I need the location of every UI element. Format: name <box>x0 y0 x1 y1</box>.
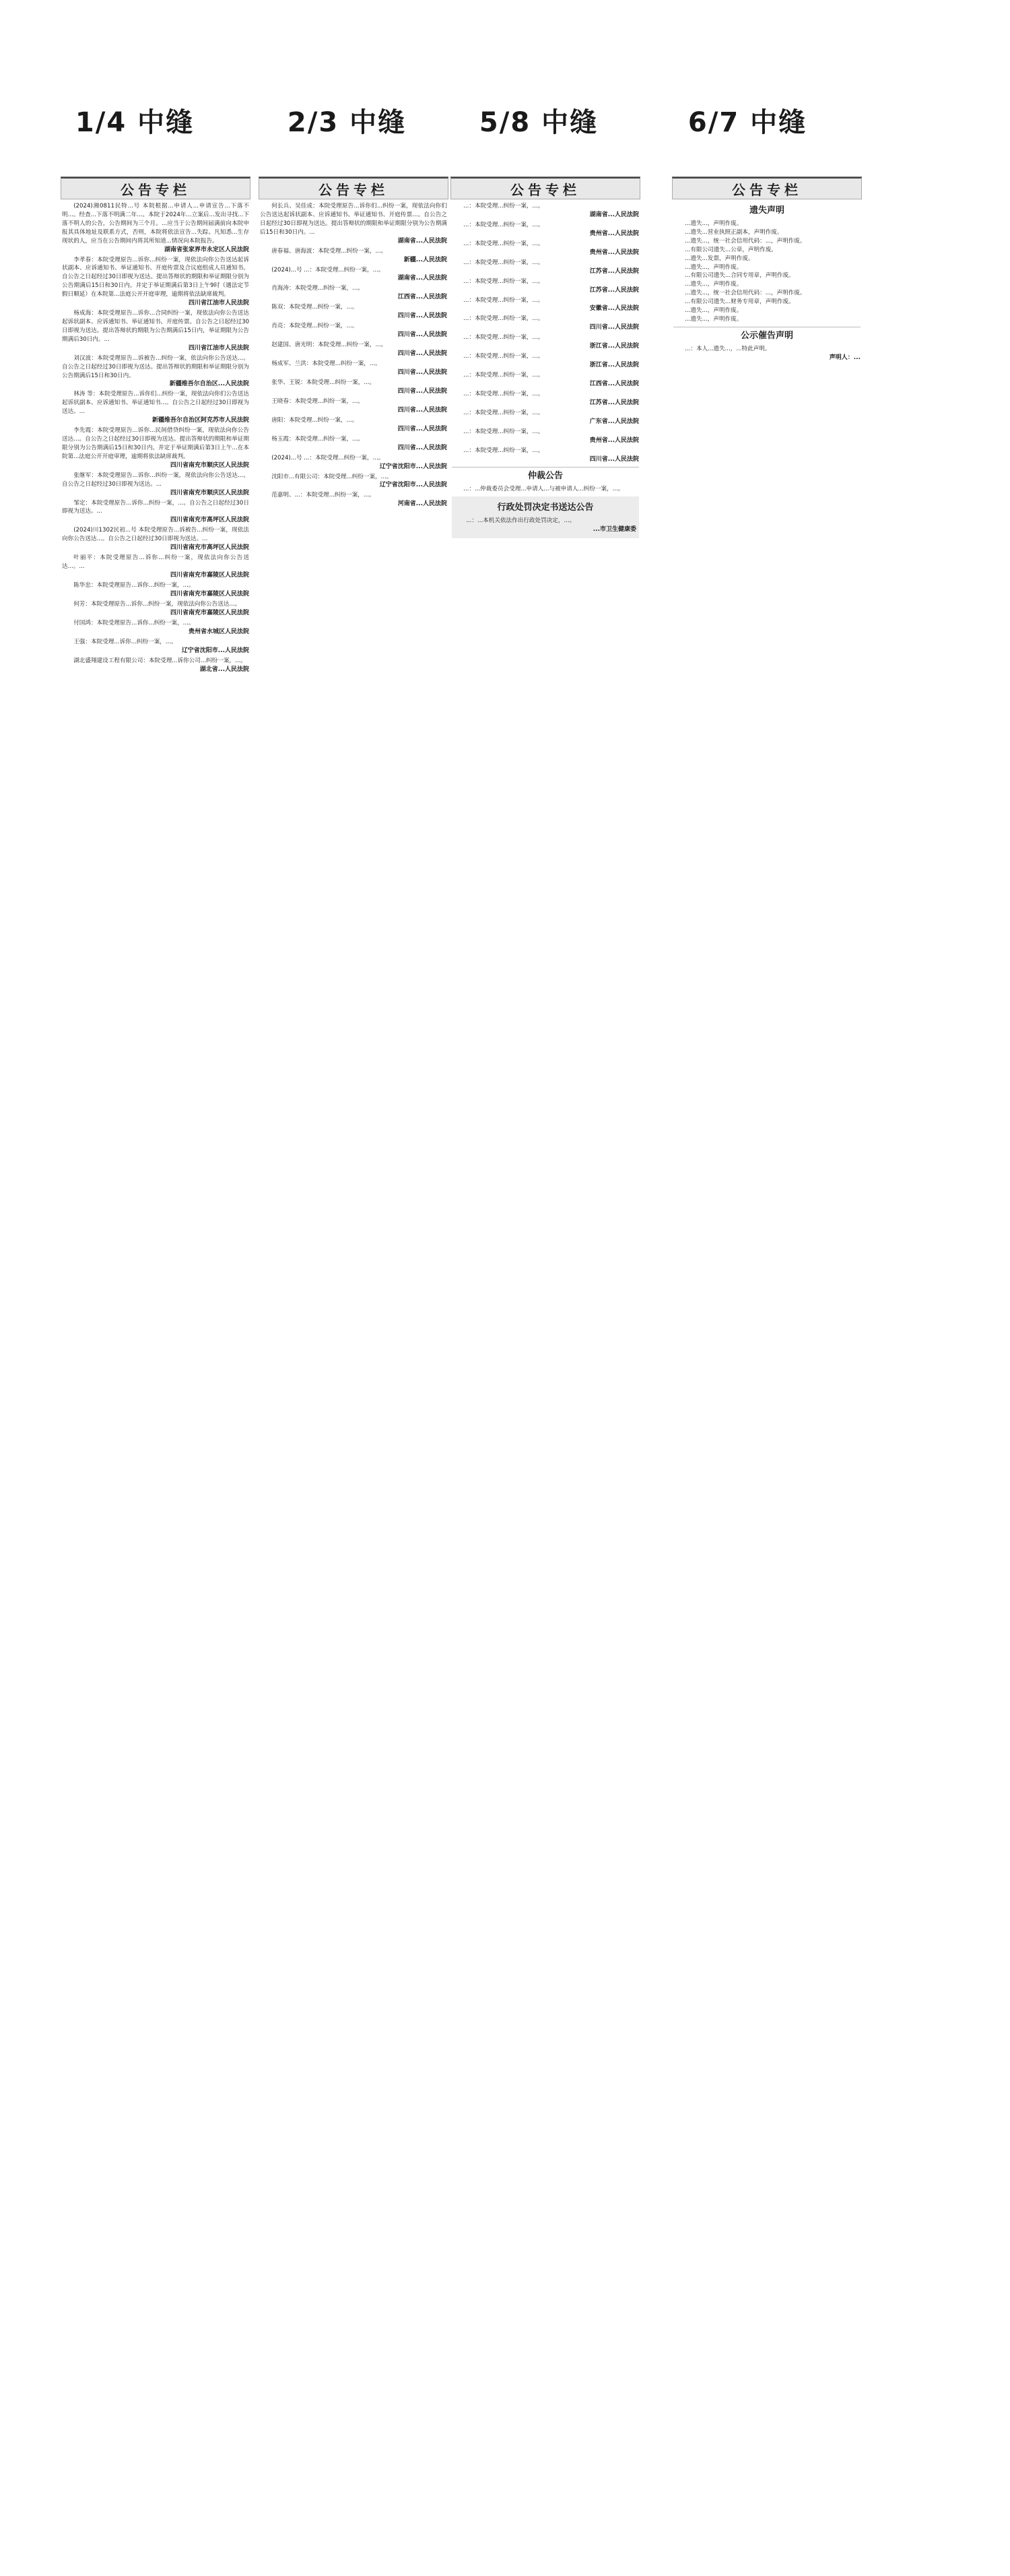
notice-item <box>260 322 447 340</box>
court-name: 辽宁省沈阳市...人民法院 <box>379 463 447 470</box>
notice-item <box>260 266 447 284</box>
column-body <box>259 199 448 2344</box>
court-name: 广东省...人民法院 <box>589 418 639 425</box>
court-name: 四川省...人民法院 <box>397 331 447 339</box>
notice-text: 王强：本院受理...诉你...纠纷一案，...。 <box>73 638 177 645</box>
lost-notice-item: ...遗失...，声明作废。 <box>685 307 743 315</box>
notice-text: (2024)川1302民初...号 本院受理原告...诉被告...纠纷一案，现依法向你公告送达...。自公告之日起经过30日即视为送达。... <box>62 527 249 543</box>
court-name: 湖南省...人民法院 <box>397 275 447 282</box>
notice-text: 范嘉明、...：本院受理...纠纷一案，...。 <box>271 492 375 499</box>
notice-text: 王晓春：本院受理...纠纷一案，...。 <box>271 397 364 405</box>
penalty-title: 行政处罚决定书送达公告 <box>497 502 594 513</box>
notice-item <box>62 354 249 389</box>
notice-text: 叶丽平：本院受理原告...诉你...纠纷一案，现依法向你公告送达...。... <box>62 554 249 571</box>
notice-text: 肖海涛：本院受理...纠纷一案，...。 <box>271 285 364 292</box>
court-name: 四川省...人民法院 <box>397 425 447 432</box>
court-name: 四川省南充市嘉陵区人民法院 <box>170 609 249 616</box>
column-2 <box>259 176 448 2345</box>
notice-item <box>452 202 639 220</box>
heading-2: 2/3 中缝 <box>287 107 407 138</box>
notice-item <box>62 526 249 552</box>
notice-item <box>260 284 447 302</box>
court-name: 江苏省...人民法院 <box>589 399 639 406</box>
notice-text: (2024)湘0811民特...号 本院根据...申请人...申请宣告...下落不明...。经查...下落不明满二年...。本院于2024年...立案后...发出寻找...下落不明人的公告，公告期间为三个月。...应当于公告期间届满前向本院申报其具体地址及联系方式，否则，本院将依法宣告...失踪。凡知悉...生存现状的人，应当在公告期间内将其所知道...情况向本院报告。 <box>62 203 249 245</box>
notice-item <box>452 428 639 445</box>
column-title: 公告专栏 <box>61 177 250 199</box>
notice-item <box>62 426 249 470</box>
lost-notice-item: ...遗失...，统一社会信用代码：...，声明作废。 <box>685 237 806 245</box>
lost-notice-item: ...遗失...，声明作废。 <box>685 263 743 271</box>
court-name: 新疆...人民法院 <box>403 256 447 263</box>
notice-item <box>260 416 447 434</box>
court-name: 四川省江油市人民法院 <box>188 300 249 307</box>
court-name: 浙江省...人民法院 <box>589 362 639 369</box>
lost-notice-item: ...有限公司遗失...公章，声明作废。 <box>685 246 777 253</box>
notice-item <box>260 341 447 358</box>
notice-text: 赵建国、唐光明：本院受理...纠纷一案，...。 <box>271 342 387 349</box>
court-name: 四川省南充市高坪区人民法院 <box>170 517 249 524</box>
column-title: 公告专栏 <box>450 177 640 199</box>
notice-item <box>62 600 249 618</box>
notice-text: ...：本院受理...纠纷一案，...。 <box>463 221 544 228</box>
notice-item <box>452 221 639 238</box>
court-name: 江西省...人民法院 <box>589 381 639 388</box>
notice-item <box>62 309 249 353</box>
public-notice-signature: 声明人：... <box>829 354 861 361</box>
notice-text: ...：本院受理...纠纷一案，...。 <box>463 428 544 435</box>
lost-notice-item: ...遗失...，统一社会信用代码：...，声明作废。 <box>685 290 806 297</box>
notice-text: 杨成军、兰洪：本院受理...纠纷一案，...。 <box>271 360 381 368</box>
notice-item <box>62 657 249 674</box>
court-name: 新疆维吾尔自治区阿克苏市人民法院 <box>152 417 249 424</box>
notice-item <box>452 352 639 370</box>
court-name: 四川省...人民法院 <box>589 324 639 331</box>
court-name: 四川省...人民法院 <box>397 444 447 451</box>
notice-item <box>452 259 639 276</box>
court-name: 贵州省水城区人民法院 <box>188 628 249 635</box>
court-name: 河南省...人民法院 <box>397 501 447 508</box>
lost-notice-item: ...遗失...，声明作废。 <box>685 315 743 323</box>
notice-item <box>452 240 639 257</box>
notice-item <box>62 256 249 309</box>
notice-text: 林涛 等：本院受理原告...诉你们...纠纷一案，现依法向你们公告送达起诉状副本、应诉通知书、举证通知书...。自公告之日起经过30日即视为送达。... <box>62 391 249 416</box>
court-name: 贵州省...人民法院 <box>589 230 639 237</box>
notice-item <box>452 296 639 314</box>
notice-text: ...：本院受理...纠纷一案，...。 <box>463 296 544 304</box>
notice-item <box>260 435 447 453</box>
notice-item <box>452 371 639 389</box>
court-name: 四川省...人民法院 <box>397 387 447 395</box>
court-name: 四川省...人民法院 <box>397 368 447 376</box>
penalty-box <box>452 496 639 538</box>
court-name: 安徽省...人民法院 <box>589 305 639 313</box>
lost-notice-list <box>673 220 861 324</box>
notice-text: 杨成海：本院受理原告...诉你...合同纠纷一案，现依法向你公告送达起诉状副本、应诉通知书、举证通知书、开庭传票。自公告之日起经过30日即视为送达。提出答辩状的期限为公告期满后15日内，举证期限为公告期满后30日内。... <box>62 310 249 343</box>
court-name: 四川省...人民法院 <box>397 350 447 358</box>
lost-notice-item: ...有限公司遗失...合同专用章，声明作废。 <box>685 272 795 280</box>
public-notice-text: ...：本人...遗失...，...特此声明。 <box>685 345 771 352</box>
notice-text: 张继军：本院受理原告...诉你...纠纷一案，现依法向你公告送达...。自公告之日起经过30日即视为送达。... <box>62 472 249 488</box>
notice-text: ...：本院受理...纠纷一案，...。 <box>463 409 544 416</box>
column-4 <box>672 176 862 2338</box>
court-name: 四川省...人民法院 <box>397 313 447 320</box>
notice-text: 何芳：本院受理原告...诉你...纠纷一案，现依法向你公告送达...。 <box>73 600 241 608</box>
heading-3: 5/8 中缝 <box>479 107 599 138</box>
notice-item <box>62 581 249 599</box>
court-name: 湖南省张家界市永定区人民法院 <box>164 246 249 253</box>
court-name: 贵州省...人民法院 <box>589 437 639 444</box>
court-name: 湖北省...人民法院 <box>199 666 249 673</box>
notice-item <box>452 409 639 426</box>
notice-text: ...：本院受理...纠纷一案，...。 <box>463 372 544 379</box>
notice-text: 唐阳：本院受理...纠纷一案，...。 <box>271 416 358 424</box>
notice-item <box>260 247 447 265</box>
notice-item <box>62 499 249 525</box>
public-notice-title: 公示催告声明 <box>740 330 793 341</box>
notice-list <box>452 202 639 464</box>
court-name: 四川省江油市人民法院 <box>188 344 249 352</box>
court-name: 四川省南充市高坪区人民法院 <box>170 544 249 552</box>
court-name: 辽宁省沈阳市...人民法院 <box>379 482 447 489</box>
notice-text: ...：本院受理...纠纷一案，...。 <box>463 391 544 398</box>
notice-text: ...：本院受理...纠纷一案，...。 <box>463 203 544 210</box>
arbitration-title: 仲裁公告 <box>527 470 563 481</box>
notice-item <box>62 554 249 580</box>
notice-text: 唐春福、唐海波：本院受理...纠纷一案，...。 <box>271 247 387 255</box>
court-name: 四川省...人民法院 <box>589 455 639 463</box>
notice-text: 刘汉波：本院受理原告...诉被告...纠纷一案，依法向你公告送达...。自公告之日起经过30日即视为送达。提出答辩状的期限和举证期限分别为公告期满后15日和30日内。 <box>62 354 249 379</box>
lost-notice-item: ...遗失...营业执照正副本，声明作废。 <box>685 228 783 236</box>
notice-text: ...：本院受理...纠纷一案，...。 <box>463 447 544 454</box>
court-name: 贵州省...人民法院 <box>589 249 639 256</box>
notice-item <box>260 303 447 321</box>
notice-text: 李孝春：本院受理原告...诉你...纠纷一案，现依法向你公告送达起诉状副本、应诉通知书、举证通知书、开庭传票及合议庭组成人员通知书。自公告之日起经过30日即视为送达。提出答辩状的期限和举证期限分别为公告期满后15日和30日内。并定于举证期满后第3日上午9时（遇法定节假日顺延）在本院第...法庭公开开庭审理，逾期将依法缺席裁判。 <box>62 256 249 298</box>
court-name: 浙江省...人民法院 <box>589 343 639 350</box>
notice-text: 邹定：本院受理原告...诉你...纠纷一案，...。自公告之日起经过30日即视为送达。... <box>62 499 249 515</box>
court-name: 四川省南充市顺庆区人民法院 <box>170 461 249 469</box>
column-body <box>61 199 250 2358</box>
notice-item <box>452 447 639 464</box>
notice-text: ...：本院受理...纠纷一案，...。 <box>463 334 544 342</box>
court-name: 江西省...人民法院 <box>397 294 447 301</box>
court-name: 四川省南充市嘉陵区人民法院 <box>170 590 249 598</box>
notice-item <box>62 390 249 425</box>
notice-text: 付国鸿：本院受理原告...诉你...纠纷一案，...。 <box>73 619 195 626</box>
notice-item <box>452 278 639 295</box>
notice-text: (2024)...号 ...：本院受理...纠纷一案，...。 <box>271 454 384 461</box>
notice-text: 杨玉霞：本院受理...纠纷一案，...。 <box>271 435 364 443</box>
notice-item <box>62 638 249 655</box>
arbitration-text: ...：...仲裁委员会受理...申请人...与被申请人...纠纷一案，...。 <box>463 485 624 492</box>
court-name: 湖南省...人民法院 <box>589 211 639 218</box>
notice-text: 何长兵、吴佳成：本院受理原告...诉你们...纠纷一案，现依法向你们公告送达起诉状副本、应诉通知书、举证通知书、开庭传票...。自公告之日起经过30日即视为送达。提出答辩状的期限和举证期限分别为公告期满后15日和30日内。... <box>260 203 447 236</box>
lost-notice-title: 遗失声明 <box>749 205 784 216</box>
court-name: 四川省...人民法院 <box>397 406 447 414</box>
penalty-text: ...：...本机关依法作出行政处罚决定，...。 <box>466 517 576 524</box>
notice-item <box>62 202 249 255</box>
notice-text: (2024)...号 ...：本院受理...纠纷一案，...。 <box>271 266 384 273</box>
column-3 <box>450 176 640 2345</box>
penalty-signature: ...市卫生健康委 <box>593 525 636 533</box>
notice-text: 陈双：本院受理...纠纷一案，...。 <box>271 304 358 311</box>
column-title: 公告专栏 <box>672 177 862 199</box>
lost-notice-item: ...遗失...，声明作废。 <box>685 281 743 288</box>
notice-item <box>260 473 447 490</box>
notice-item <box>452 315 639 332</box>
court-name: 江苏省...人民法院 <box>589 286 639 294</box>
column-title: 公告专栏 <box>259 177 448 199</box>
court-name: 四川省南充市嘉陵区人民法院 <box>170 572 249 579</box>
heading-4: 6/7 中缝 <box>687 107 807 138</box>
notice-text: ...：本院受理...纠纷一案，...。 <box>463 315 544 323</box>
notice-text: ...：本院受理...纠纷一案，...。 <box>463 353 544 360</box>
lost-notice-item: ...遗失...，声明作废。 <box>685 220 743 227</box>
column-1 <box>61 176 250 2358</box>
notice-item <box>452 333 639 351</box>
notice-item <box>452 390 639 408</box>
notice-item <box>62 472 249 498</box>
court-name: 湖南省...人民法院 <box>397 237 447 245</box>
court-name: 辽宁省沈阳市...人民法院 <box>181 647 249 654</box>
notice-text: 李先霞：本院受理原告...诉你...民间借贷纠纷一案，现依法向你公告送达...。自公告之日起经过30日即视为送达。提出答辩状的期限和举证期限分别为公告期满后15日和30日内。并定于举证期满后第3日上午...在本院第...法庭公开开庭审理，逾期将依法缺席裁判。 <box>62 427 249 460</box>
notice-text: 湖北盛翔建设工程有限公司：本院受理...诉你公司...纠纷一案，...。 <box>73 657 246 664</box>
notice-text: 肖亮：本院受理...纠纷一案，...。 <box>271 323 358 330</box>
lost-notice-item: ...有限公司遗失...财务专用章，声明作废。 <box>685 298 795 306</box>
notice-item <box>62 619 249 637</box>
notice-text: ...：本院受理...纠纷一案，...。 <box>463 278 544 285</box>
notice-item <box>260 397 447 415</box>
notice-item <box>260 491 447 509</box>
court-name: 江苏省...人民法院 <box>589 267 639 275</box>
court-name: 新疆维吾尔自治区...人民法院 <box>169 381 249 388</box>
notice-item <box>260 202 447 246</box>
notice-text: ...：本院受理...纠纷一案，...。 <box>463 240 544 247</box>
notice-text: 沈阳市...有限公司：本院受理...纠纷一案，...。 <box>271 473 393 480</box>
court-name: 四川省南充市顺庆区人民法院 <box>170 489 249 496</box>
column-body <box>672 199 862 2338</box>
notice-item <box>260 360 447 377</box>
column-body <box>450 199 640 2344</box>
notice-text: ...：本院受理...纠纷一案，...。 <box>463 259 544 266</box>
notice-item <box>260 379 447 396</box>
notice-text: 张华、王锐：本院受理...纠纷一案，...。 <box>271 379 376 386</box>
divider <box>452 467 639 468</box>
lost-notice-item: ...遗失...发票，声明作废。 <box>685 255 754 262</box>
heading-1: 1/4 中缝 <box>75 107 195 138</box>
notice-item <box>260 454 447 472</box>
notice-text: 陈华忠：本院受理原告...诉你...纠纷一案，...。 <box>73 582 195 589</box>
